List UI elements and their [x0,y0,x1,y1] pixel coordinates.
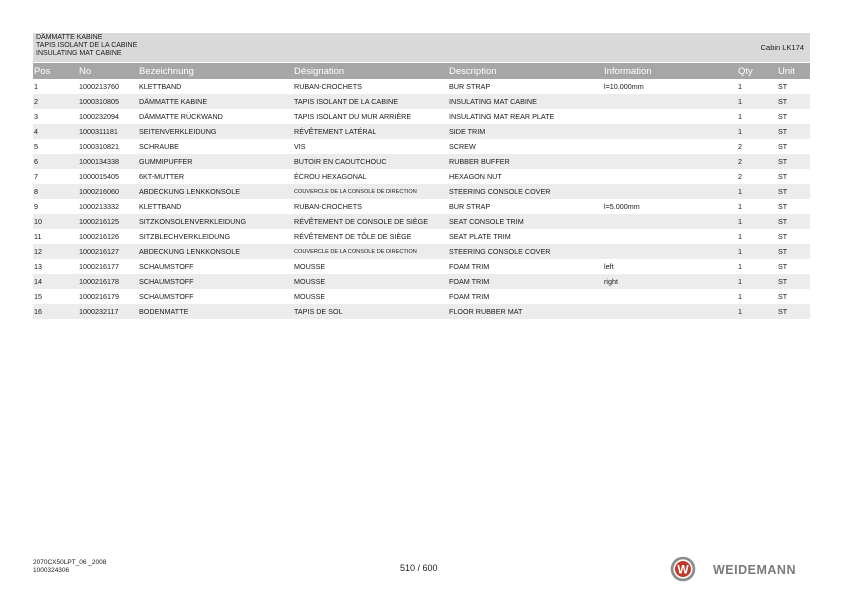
cell-qty: 1 [738,232,742,241]
cell-designation: MOUSSE [294,292,326,301]
cell-bezeichnung: KLETTBAND [139,82,182,91]
cell-qty: 1 [738,292,742,301]
cell-unit: ST [778,142,788,151]
cell-qty: 1 [737,214,777,229]
document-code: 2070CX50LPT_06 _2008 [33,559,107,566]
cell-pos: 11 [34,232,42,241]
cell-information: l=10.000mm [604,82,644,91]
page-number: 510 / 600 [400,563,438,573]
cell-no: 1000213332 [79,202,119,211]
table-row [33,124,810,139]
cell-unit: ST [778,232,788,241]
cell-bezeichnung: ABDECKUNG LENKKONSOLE [138,184,293,199]
cell-no: 1000134338 [78,154,138,169]
cell-description: SEAT PLATE TRIM [449,232,511,241]
table-row [33,199,810,214]
cell-bezeichnung: SITZBLECHVERKLEIDUNG [139,232,231,241]
cell-qty: 1 [737,304,777,319]
cell-unit: ST [777,304,810,319]
cell-qty: 1 [738,112,742,121]
cell-pos: 12 [33,244,78,259]
cell-designation: TAPIS ISOLANT DU MUR ARRIÈRE [294,112,412,121]
cell-qty: 1 [738,82,742,91]
cell-description: SIDE TRIM [448,124,603,139]
cell-information: right [603,274,737,289]
cell-information [603,289,737,304]
cell-qty: 1 [737,244,777,259]
cell-description: STEERING CONSOLE COVER [448,184,603,199]
cell-qty: 1 [737,184,777,199]
cell-description: SEAT CONSOLE TRIM [448,214,603,229]
table-row [33,244,810,259]
cell-information: left [604,262,614,271]
cell-designation: COUVERCLE DE LA CONSOLE DE DIRECTION [293,184,448,199]
cell-pos: 16 [33,304,78,319]
cell-designation: RÉVÊTEMENT DE CONSOLE DE SIÈGE [293,214,448,229]
cell-pos: 4 [33,124,78,139]
cell-unit: ST [778,112,788,121]
cell-qty: 1 [738,202,742,211]
cell-designation: TAPIS ISOLANT DE LA CABINE [293,94,448,109]
cell-bezeichnung: SCHAUMSTOFF [139,292,194,301]
cell-designation: TAPIS DE SOL [293,304,448,319]
cell-no: 1000216178 [78,274,138,289]
cell-pos: 1 [34,82,38,91]
cell-qty: 2 [738,172,742,181]
cell-no: 1000216177 [79,262,119,271]
cell-information [603,244,737,259]
cell-unit: ST [777,94,810,109]
cell-designation: RUBAN-CROCHETS [294,202,362,211]
cell-bezeichnung: BODENMATTE [138,304,293,319]
table-row [33,109,810,124]
cell-description: INSULATING MAT CABINE [448,94,603,109]
cell-designation: VIS [294,142,306,151]
section-header [33,33,810,62]
col-description: Description [448,63,603,79]
cell-information [603,109,737,124]
cell-no: 1000216127 [78,244,138,259]
cell-description: FOAM TRIM [449,262,490,271]
cell-bezeichnung: SCHAUMSTOFF [139,262,194,271]
cell-pos: 9 [34,202,38,211]
cell-no: 1000310821 [79,142,119,151]
cell-pos: 7 [34,172,38,181]
cell-pos: 8 [33,184,78,199]
cell-information [603,229,737,244]
cell-information [603,154,737,169]
table-row [33,169,810,184]
cell-qty: 1 [737,274,777,289]
cell-information [603,304,737,319]
cell-description: FLOOR RUBBER MAT [448,304,603,319]
brand-name: WEIDEMANN [713,563,796,577]
cell-no: 1000216179 [79,292,119,301]
cell-bezeichnung: DÄMMATTE RÜCKWAND [139,112,223,121]
cell-information [603,169,737,184]
cell-unit: ST [778,172,788,181]
cell-no: 1000216125 [78,214,138,229]
cell-information [603,94,737,109]
svg-text:W: W [677,562,689,577]
cell-unit: ST [777,154,810,169]
cell-unit: ST [778,292,788,301]
cell-qty: 1 [737,94,777,109]
cell-qty: 2 [738,142,742,151]
cell-designation: RUBAN-CROCHETS [294,82,362,91]
title-french: TAPIS ISOLANT DE LA CABINE [36,42,138,49]
cell-description: STEERING CONSOLE COVER [448,244,603,259]
cell-bezeichnung: DÄMMATTE KABINE [138,94,293,109]
cell-no: 1000311181 [78,124,138,139]
cell-designation: ÉCROU HEXAGONAL [294,172,367,181]
cell-no: 1000232117 [78,304,138,319]
cell-designation: RÉVÊTEMENT LATÉRAL [293,124,448,139]
cabin-reference: Cabin LK174 [760,43,804,52]
cell-pos: 2 [33,94,78,109]
cell-designation: BUTOIR EN CAOUTCHOUC [293,154,448,169]
cell-information [603,139,737,154]
table-row [33,229,810,244]
cell-information [603,184,737,199]
cell-description: BUR STRAP [449,202,491,211]
cell-pos: 14 [33,274,78,289]
cell-no: 1000216060 [78,184,138,199]
cell-unit: ST [778,262,788,271]
cell-information [603,214,737,229]
cell-description: RUBBER BUFFER [448,154,603,169]
col-qty: Qty [737,63,777,79]
cell-pos: 5 [34,142,38,151]
cell-unit: ST [777,184,810,199]
col-pos: Pos [33,63,78,79]
cell-unit: ST [777,214,810,229]
cell-bezeichnung: KLETTBAND [139,202,182,211]
title-german: DÄMMATTE KABINE [36,34,103,41]
cell-designation: MOUSSE [293,274,448,289]
cell-pos: 10 [33,214,78,229]
cell-bezeichnung: SITZKONSOLENVERKLEIDUNG [138,214,293,229]
table-row [33,94,810,109]
cell-no: 1000310805 [78,94,138,109]
parts-table-body [33,79,810,319]
table-row [33,79,810,94]
cell-qty: 1 [738,262,742,271]
cell-description: SCREW [449,142,476,151]
cell-qty: 1 [737,124,777,139]
cell-no: 1000232094 [79,112,119,121]
title-english: INSULATING MAT CABINE [36,50,122,57]
cell-pos: 6 [33,154,78,169]
col-no: No [78,63,138,79]
table-header-row [33,63,810,79]
cell-designation: MOUSSE [294,262,326,271]
col-information: Information [603,63,737,79]
cell-unit: ST [777,274,810,289]
cell-qty: 2 [737,154,777,169]
cell-description: FOAM TRIM [448,274,603,289]
cell-no: 1000015405 [79,172,119,181]
document-codes [33,559,106,575]
cell-designation: RÉVÊTEMENT DE TÔLE DE SIÈGE [294,232,412,241]
cell-unit: ST [777,124,810,139]
parts-table [33,63,810,319]
cell-no: 1000216126 [79,232,119,241]
cell-bezeichnung: SCHAUMSTOFF [138,274,293,289]
col-designation: Désignation [293,63,448,79]
cell-pos: 13 [34,262,42,271]
col-unit: Unit [777,63,810,79]
cell-no: 1000213760 [79,82,119,91]
cell-designation: COUVERCLE DE LA CONSOLE DE DIRECTION [293,244,448,259]
cell-bezeichnung: SEITENVERKLEIDUNG [138,124,293,139]
section-titles [36,34,137,58]
cell-information: l=5.000mm [604,202,640,211]
col-bezeichnung: Bezeichnung [138,63,293,79]
table-row [33,274,810,289]
cell-unit: ST [777,244,810,259]
brand-logo [670,556,810,582]
table-row [33,289,810,304]
weidemann-logo-icon [670,556,696,582]
cell-information [603,124,737,139]
cell-unit: ST [778,82,788,91]
cell-description: INSULATING MAT REAR PLATE [449,112,555,121]
table-row [33,139,810,154]
cell-description: BUR STRAP [449,82,491,91]
table-row [33,214,810,229]
cell-bezeichnung: 6KT-MUTTER [139,172,185,181]
cell-bezeichnung: ABDECKUNG LENKKONSOLE [138,244,293,259]
table-row [33,184,810,199]
table-row [33,259,810,274]
table-row [33,304,810,319]
cell-description: FOAM TRIM [449,292,490,301]
cell-pos: 15 [34,292,42,301]
cell-description: HEXAGON NUT [449,172,502,181]
cell-unit: ST [778,202,788,211]
document-number: 1000324306 [33,567,70,574]
table-row [33,154,810,169]
cell-bezeichnung: SCHRAUBE [139,142,179,151]
cell-pos: 3 [34,112,38,121]
cell-bezeichnung: GUMMIPUFFER [138,154,293,169]
